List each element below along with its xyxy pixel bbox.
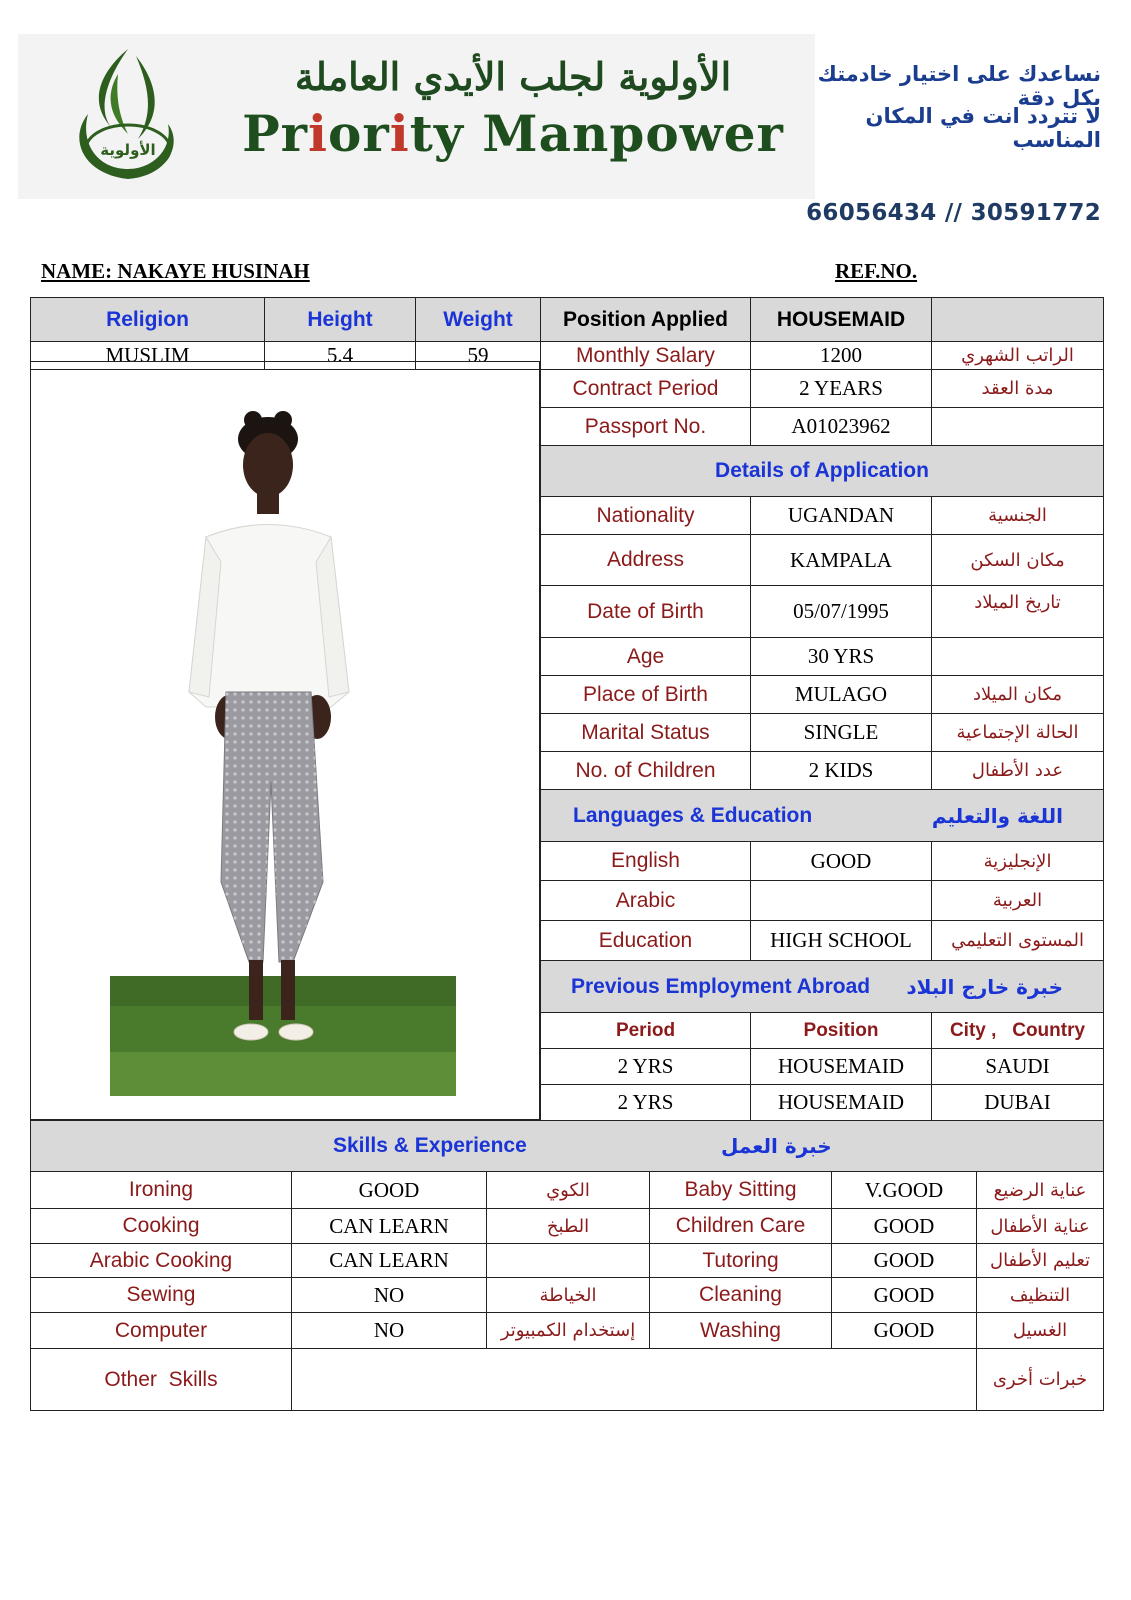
skill-ironing-value: GOOD (291, 1171, 487, 1209)
position-header: Position (750, 1012, 932, 1049)
marital-status-arabic: الحالة الإجتماعية (931, 713, 1104, 752)
employment-country-1: SAUDI (931, 1048, 1104, 1085)
employment-period-2: 2 YRS (540, 1084, 751, 1121)
skill-sewing-label: Sewing (30, 1277, 292, 1313)
arabic-arabic: العربية (931, 880, 1104, 921)
weight-value: 59 (415, 341, 541, 370)
nationality-arabic: الجنسية (931, 496, 1104, 535)
address-value: KAMPALA (750, 534, 932, 586)
place-of-birth-label: Place of Birth (540, 675, 751, 714)
skill-arabic-cooking-arabic (486, 1243, 650, 1278)
dob-value: 05/07/1995 (750, 585, 932, 638)
skill-cooking-arabic: الطبخ (486, 1208, 650, 1244)
company-logo-banner (18, 34, 815, 199)
nationality-label: Nationality (540, 496, 751, 535)
dob-arabic: تاريخ الميلاد (931, 585, 1104, 638)
skill-tutoring-arabic: تعليم الأطفال (976, 1243, 1104, 1278)
skill-cleaning-arabic: التنظيف (976, 1277, 1104, 1313)
marital-status-label: Marital Status (540, 713, 751, 752)
phone-numbers: 66056434 // 30591772 (806, 200, 1101, 226)
candidate-name: NAME: NAKAYE HUSINAH (41, 259, 310, 283)
skill-ironing-arabic: الكوي (486, 1171, 650, 1209)
height-value: 5.4 (264, 341, 416, 370)
marital-status-value: SINGLE (750, 713, 932, 752)
english-value: GOOD (750, 841, 932, 881)
education-label: Education (540, 920, 751, 961)
skill-childrencare-arabic: عناية الأطفال (976, 1208, 1104, 1244)
company-name-english: Priority Manpower (242, 104, 784, 163)
skill-washing-label: Washing (649, 1312, 832, 1349)
education-value: HIGH SCHOOL (750, 920, 932, 961)
other-skills-value (291, 1348, 977, 1411)
skill-ironing-label: Ironing (30, 1171, 292, 1209)
place-of-birth-value: MULAGO (750, 675, 932, 714)
height-header: Height (264, 297, 416, 342)
company-emblem-icon (58, 44, 198, 189)
weight-header: Weight (415, 297, 541, 342)
children-arabic: عدد الأطفال (931, 751, 1104, 790)
age-arabic (931, 637, 1104, 676)
place-of-birth-arabic: مكان الميلاد (931, 675, 1104, 714)
employment-period-1: 2 YRS (540, 1048, 751, 1085)
arabic-value (750, 880, 932, 921)
employment-position-1: HOUSEMAID (750, 1048, 932, 1085)
address-arabic: مكان السكن (931, 534, 1104, 586)
skill-tutoring-label: Tutoring (649, 1243, 832, 1278)
contract-value: 2 YEARS (750, 369, 932, 408)
position-applied-value: HOUSEMAID (750, 297, 932, 342)
employment-country-2: DUBAI (931, 1084, 1104, 1121)
candidate-photo-cell (30, 361, 540, 1120)
english-arabic: الإنجليزية (931, 841, 1104, 881)
languages-title-arabic: اللغة والتعليم (931, 803, 1063, 828)
other-skills-arabic: خبرات أخرى (976, 1348, 1104, 1411)
employment-title: Previous Employment Abroad (571, 974, 871, 998)
children-value: 2 KIDS (750, 751, 932, 790)
tagline-line-2: لا تتردد انت في المكان المناسب (865, 104, 1101, 152)
candidate-photo (31, 362, 541, 1121)
city-country-header: City , Country (931, 1012, 1104, 1049)
period-header: Period (540, 1012, 751, 1049)
salary-arabic: الراتب الشهري (931, 341, 1104, 370)
contract-arabic: مدة العقد (931, 369, 1104, 408)
skill-tutoring-value: GOOD (831, 1243, 977, 1278)
skill-washing-arabic: الغسيل (976, 1312, 1104, 1349)
skill-cleaning-label: Cleaning (649, 1277, 832, 1313)
salary-label: Monthly Salary (540, 341, 751, 370)
skill-cooking-value: CAN LEARN (291, 1208, 487, 1244)
skill-arabic-cooking-label: Arabic Cooking (30, 1243, 292, 1278)
skill-cooking-label: Cooking (30, 1208, 292, 1244)
employment-title-row (540, 960, 1104, 1013)
salary-value: 1200 (750, 341, 932, 370)
contract-label: Contract Period (540, 369, 751, 408)
religion-value: MUSLIM (30, 341, 265, 370)
skills-title-arabic: خبرة العمل (721, 1134, 832, 1158)
svg-text:الأولوية: الأولوية (100, 141, 156, 159)
position-applied-empty (931, 297, 1104, 342)
skill-computer-label: Computer (30, 1312, 292, 1349)
education-arabic: المستوى التعليمي (931, 920, 1104, 961)
age-value: 30 YRS (750, 637, 932, 676)
skill-sewing-value: NO (291, 1277, 487, 1313)
languages-title-row (540, 789, 1104, 842)
skill-childrencare-label: Children Care (649, 1208, 832, 1244)
passport-arabic (931, 407, 1104, 446)
passport-label: Passport No. (540, 407, 751, 446)
company-name-arabic: الأولوية لجلب الأيدي العاملة (294, 54, 732, 99)
age-label: Age (540, 637, 751, 676)
other-skills-label: Other Skills (30, 1348, 292, 1411)
skill-babysitting-arabic: عناية الرضيع (976, 1171, 1104, 1209)
skills-title: Skills & Experience (333, 1134, 527, 1157)
arabic-label: Arabic (540, 880, 751, 921)
skill-arabic-cooking-value: CAN LEARN (291, 1243, 487, 1278)
tagline-line-1: نساعدك على اختيار خادمتك بكل دقة (817, 62, 1101, 110)
skills-title-row (30, 1120, 1104, 1172)
religion-header: Religion (30, 297, 265, 342)
languages-title: Languages & Education (573, 803, 813, 827)
address-label: Address (540, 534, 751, 586)
skill-washing-value: GOOD (831, 1312, 977, 1349)
nationality-value: UGANDAN (750, 496, 932, 535)
skill-sewing-arabic: الخياطة (486, 1277, 650, 1313)
skill-cleaning-value: GOOD (831, 1277, 977, 1313)
passport-value: A01023962 (750, 407, 932, 446)
skill-childrencare-value: GOOD (831, 1208, 977, 1244)
employment-position-2: HOUSEMAID (750, 1084, 932, 1121)
skill-computer-value: NO (291, 1312, 487, 1349)
skill-babysitting-value: V.GOOD (831, 1171, 977, 1209)
details-title: Details of Application (540, 445, 1104, 497)
dob-label: Date of Birth (540, 585, 751, 638)
english-label: English (540, 841, 751, 881)
skill-computer-arabic: إستخدام الكمبيوتر (486, 1312, 650, 1349)
position-applied-header: Position Applied (540, 297, 751, 342)
skill-babysitting-label: Baby Sitting (649, 1171, 832, 1209)
employment-title-arabic: خبرة خارج البلاد (906, 974, 1063, 999)
children-label: No. of Children (540, 751, 751, 790)
reference-number-label: REF.NO. (835, 259, 918, 283)
